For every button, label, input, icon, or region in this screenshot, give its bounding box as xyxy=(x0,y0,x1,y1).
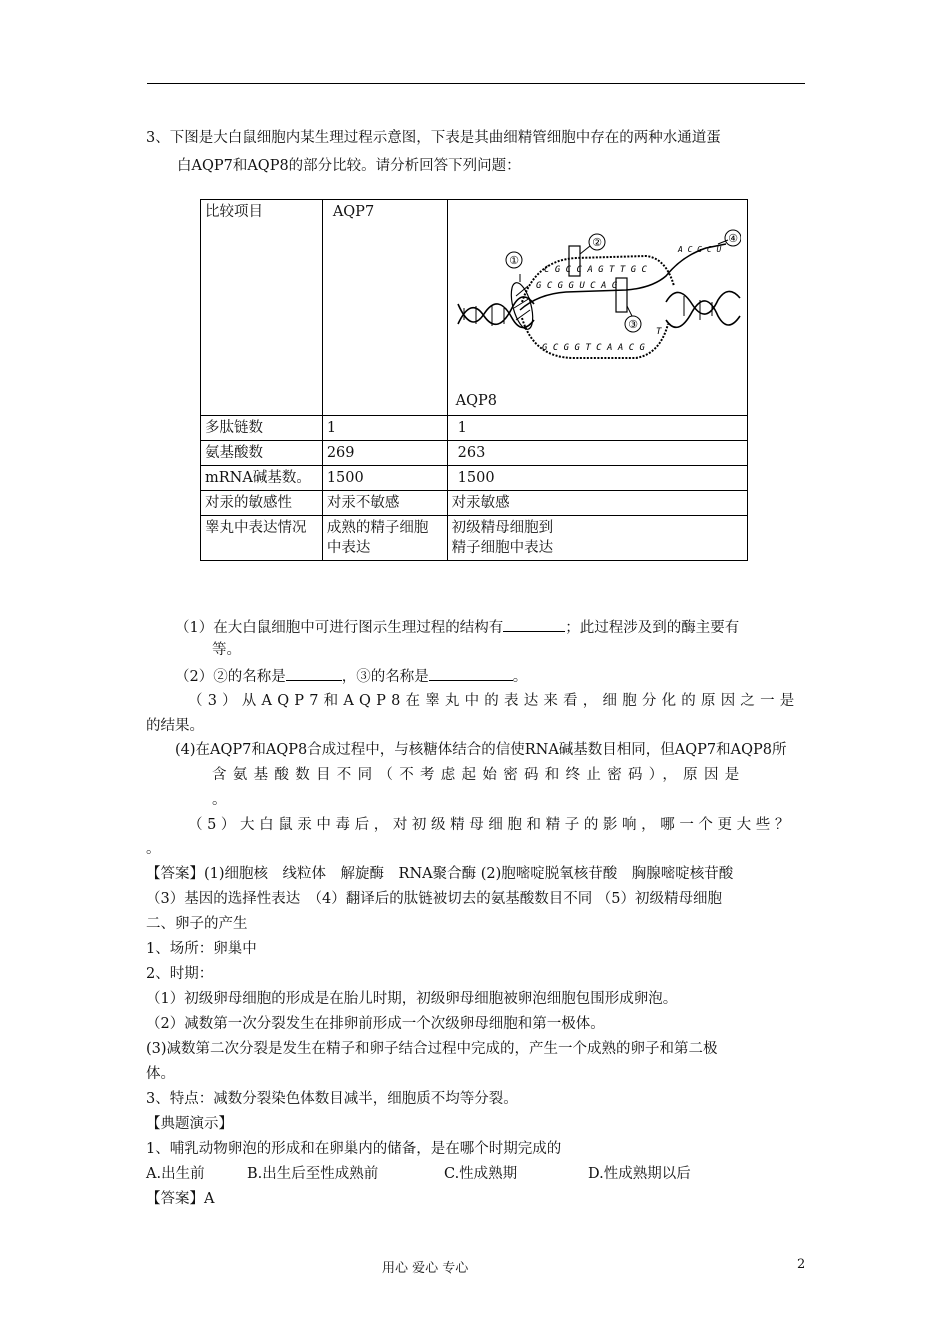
table-cell: 对汞不敏感 xyxy=(322,491,447,516)
cell-line: 中表达 xyxy=(326,540,371,556)
table-cell: 263 xyxy=(447,441,747,466)
q5-line1: （5）大白鼠汞中毒后，对初级精母细胞和精子的影响，哪一个更大些？ xyxy=(188,817,794,833)
answer-line1: 【答案】(1)细胞核 线粒体 解旋酶 RNA聚合酶 (2)胞嘧啶脱氧核苷酸 胸腺嘧啶核苷酸 xyxy=(146,866,734,882)
answer-blank xyxy=(286,666,342,681)
bottom-strand-bases: G C G G T C A A C G xyxy=(541,343,645,353)
rna-tail-bases: A C G C U xyxy=(677,245,721,254)
table-header-item: 比较项目 xyxy=(201,200,323,416)
option-a: A.出生前 xyxy=(146,1166,205,1182)
q1-text-b: ；此过程涉及到的酶主要有 xyxy=(565,620,740,636)
table-row xyxy=(201,516,748,561)
answer-blank xyxy=(429,666,513,681)
table-cell xyxy=(447,516,747,561)
option-d: D.性成熟期以后 xyxy=(588,1166,691,1182)
answer-blank xyxy=(503,617,565,632)
table-cell: 多肽链数 xyxy=(201,416,323,441)
top-strand-bases: C G C C A G T T G C xyxy=(543,265,647,275)
example-answer: 【答案】A xyxy=(146,1191,215,1207)
table-row xyxy=(201,491,748,516)
table-header-aqp8: AQP8 xyxy=(455,393,497,409)
cell-line: 成熟的精子细胞 xyxy=(326,520,429,536)
cell-line: 初级精母细胞到 xyxy=(451,520,554,536)
table-cell: 对汞敏感 xyxy=(447,491,747,516)
q2-text-a: （2）②的名称是 xyxy=(175,669,286,685)
q2-line xyxy=(175,666,527,687)
mid-strand-bases: G C G G U C A G xyxy=(535,281,617,291)
section-item-2: 2、时期： xyxy=(146,966,214,982)
section-para-1: （1）初级卵母细胞的形成是在胎儿时期，初级卵母细胞被卵泡细胞包围形成卵泡。 xyxy=(146,991,678,1007)
q5-line2: 。 xyxy=(146,841,161,857)
section-para-2: （2）减数第一次分裂发生在排卵前形成一个次级卵母细胞和第一极体。 xyxy=(146,1016,605,1032)
table-cell: 1 xyxy=(322,416,447,441)
q2-text-b: ，③的名称是 xyxy=(341,669,429,685)
table-cell: mRNA碱基数。 xyxy=(201,466,323,491)
extra-base: T xyxy=(655,327,662,337)
q1-line1 xyxy=(175,617,739,638)
table-header-aqp7: AQP7 xyxy=(322,200,447,416)
q1-text-a: （1）在大白鼠细胞中可进行图示生理过程的结构有 xyxy=(175,620,504,636)
q4-line3: 。 xyxy=(212,792,227,808)
table-header-row xyxy=(201,200,748,416)
comparison-table xyxy=(200,199,748,561)
table-row xyxy=(201,441,748,466)
table-cell: 1500 xyxy=(322,466,447,491)
table-cell: 对汞的敏感性 xyxy=(201,491,323,516)
table-cell xyxy=(322,516,447,561)
label-3: ③ xyxy=(627,318,638,331)
table-cell: 睾丸中表达情况 xyxy=(201,516,323,561)
section-item-3: 3、特点：减数分裂染色体数目减半，细胞质不均等分裂。 xyxy=(146,1091,518,1107)
q4-line2: 含氨基酸数目不同（不考虑起始密码和终止密码），原因是 xyxy=(212,767,746,783)
answer-line2: （3）基因的选择性表达 （4）翻译后的肽链被切去的氨基酸数目不同 （5）初级精母细胞 xyxy=(146,891,723,907)
label-4: ④ xyxy=(727,232,738,245)
transcription-diagram xyxy=(456,216,741,366)
question-stem-line2: 白AQP7和AQP8的部分比较。请分析回答下列问题： xyxy=(177,158,521,174)
option-c: C.性成熟期 xyxy=(444,1166,518,1182)
q2-text-c: 。 xyxy=(512,669,528,685)
section-para-3-line2: 体。 xyxy=(146,1066,175,1082)
cell-line: 精子细胞中表达 xyxy=(451,540,554,556)
label-2: ② xyxy=(591,236,602,249)
label-1: ① xyxy=(508,254,519,267)
page-number: 2 xyxy=(797,1257,806,1272)
table-row xyxy=(201,416,748,441)
header-rule xyxy=(147,83,805,84)
section-para-3-line1: (3)减数第二次分裂是发生在精子和卵子结合过程中完成的，产生一个成熟的卵子和第二极 xyxy=(146,1041,718,1057)
q4-line1: (4)在AQP7和AQP8合成过程中，与核糖体结合的信使RNA碱基数目相同，但AQP7和AQP8所 xyxy=(175,742,787,758)
table-row xyxy=(201,466,748,491)
footer-text: 用心 爱心 专心 xyxy=(382,1261,469,1276)
table-cell: 269 xyxy=(322,441,447,466)
section-item-1: 1、场所：卵巢中 xyxy=(146,941,257,957)
table-cell: 1500 xyxy=(447,466,747,491)
q1-line2: 等。 xyxy=(212,642,241,658)
table-cell: 1 xyxy=(447,416,747,441)
option-b: B.出生后至性成熟前 xyxy=(247,1166,379,1182)
example-title: 【典题演示】 xyxy=(146,1116,233,1132)
section-title: 二、卵子的产生 xyxy=(146,916,248,932)
table-cell: 氨基酸数 xyxy=(201,441,323,466)
example-question: 1、哺乳动物卵泡的形成和在卵巢内的储备，是在哪个时期完成的 xyxy=(146,1141,562,1157)
figure-cell xyxy=(447,200,747,416)
question-stem-line1: 3、下图是大白鼠细胞内某生理过程示意图，下表是其曲细精管细胞中存在的两种水通道蛋 xyxy=(146,130,721,146)
q3-line1: （3）从AQP7和AQP8在睾丸中的表达来看，细胞分化的原因之一是 xyxy=(188,693,800,709)
q3-line2: 的结果。 xyxy=(146,718,204,734)
